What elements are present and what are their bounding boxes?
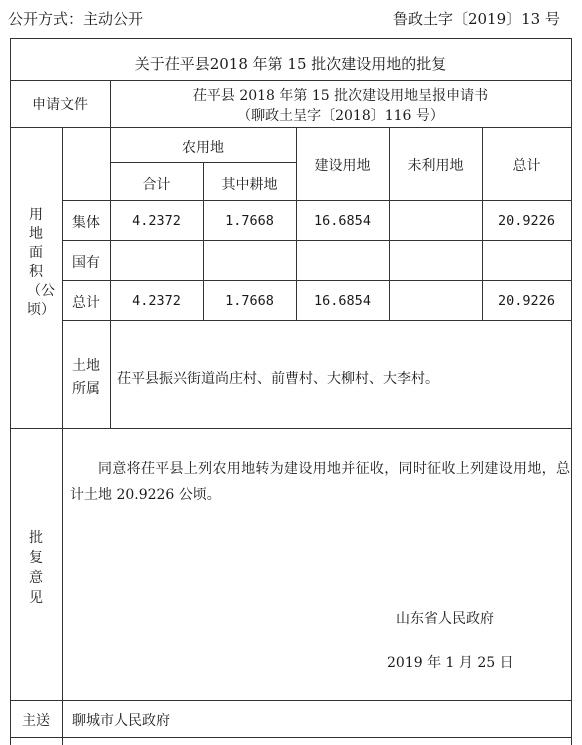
header-subtotal: 合计: [142, 177, 171, 193]
rule-under-header: [62, 200, 572, 201]
cell-collective-subtotal: 4.2372: [132, 213, 181, 229]
rule-under-approval: [10, 700, 572, 701]
col-rule-footer: [62, 737, 63, 745]
recipient-label: 主送: [22, 713, 50, 729]
row-name-state: 国有: [72, 255, 100, 271]
table-top-border: [10, 38, 572, 39]
ownership-label-line-2: 所属: [72, 381, 100, 397]
row-name-total: 总计: [72, 295, 100, 311]
header-construction: 建设用地: [314, 158, 371, 174]
application-line-1: 茌平县 2018 年第 15 批次建设用地呈报申请书: [192, 88, 489, 104]
table-left-border: [10, 38, 11, 745]
document-number: 鲁政土字〔2019〕13 号: [392, 10, 560, 28]
col-rule-recipient: [62, 700, 63, 737]
header-farmland: 农用地: [182, 140, 224, 156]
cell-total-subtotal: 4.2372: [132, 293, 181, 309]
rule-under-recipient: [10, 737, 572, 738]
header-cultivated: 其中耕地: [221, 177, 278, 193]
rule-under-total: [62, 320, 572, 321]
ownership-value: 茌平县振兴街道尚庄村、前曹村、大柳村、大李村。: [117, 371, 439, 387]
header-unused: 未利用地: [407, 158, 464, 174]
approval-issuer: 山东省人民政府: [396, 611, 494, 627]
cell-collective-construction: 16.6854: [314, 213, 371, 229]
recipient-value: 聊城市人民政府: [72, 713, 170, 729]
cell-collective-total: 20.9226: [498, 213, 555, 229]
cell-total-construction: 16.6854: [314, 293, 371, 309]
rule-under-land-area: [10, 428, 572, 429]
cell-total-cultivated: 1.7668: [225, 293, 274, 309]
table-right-border: [571, 38, 572, 745]
land-area-label: 用地面积（公顷）: [27, 207, 55, 318]
col-rule-row-name: [110, 127, 111, 428]
col-rule-approval: [62, 428, 63, 700]
rule-under-application: [10, 127, 572, 128]
ownership-label-line-1: 土地: [72, 358, 100, 374]
rule-under-title: [10, 80, 572, 81]
header-total: 总计: [512, 158, 541, 174]
rule-under-collective: [62, 240, 572, 241]
approval-label: 批复意见: [29, 530, 43, 606]
approval-text: 同意将茌平县上列农用地转为建设用地并征收，同时征收上列建设用地，总计土地 20.9226 公顷。: [70, 461, 570, 503]
application-label: 申请文件: [32, 97, 88, 113]
cell-collective-cultivated: 1.7668: [225, 213, 274, 229]
application-line-2: （聊政土呈字〔2018〕116 号）: [237, 108, 444, 124]
row-name-collective: 集体: [72, 215, 100, 231]
approval-date: 2019 年 1 月 25 日: [387, 655, 514, 671]
disclosure-method: 公开方式：主动公开: [8, 10, 144, 28]
rule-under-state: [62, 280, 572, 281]
document-title: 关于茌平县2018 年第 15 批次建设用地的批复: [134, 55, 447, 73]
cell-total-total: 20.9226: [498, 293, 555, 309]
